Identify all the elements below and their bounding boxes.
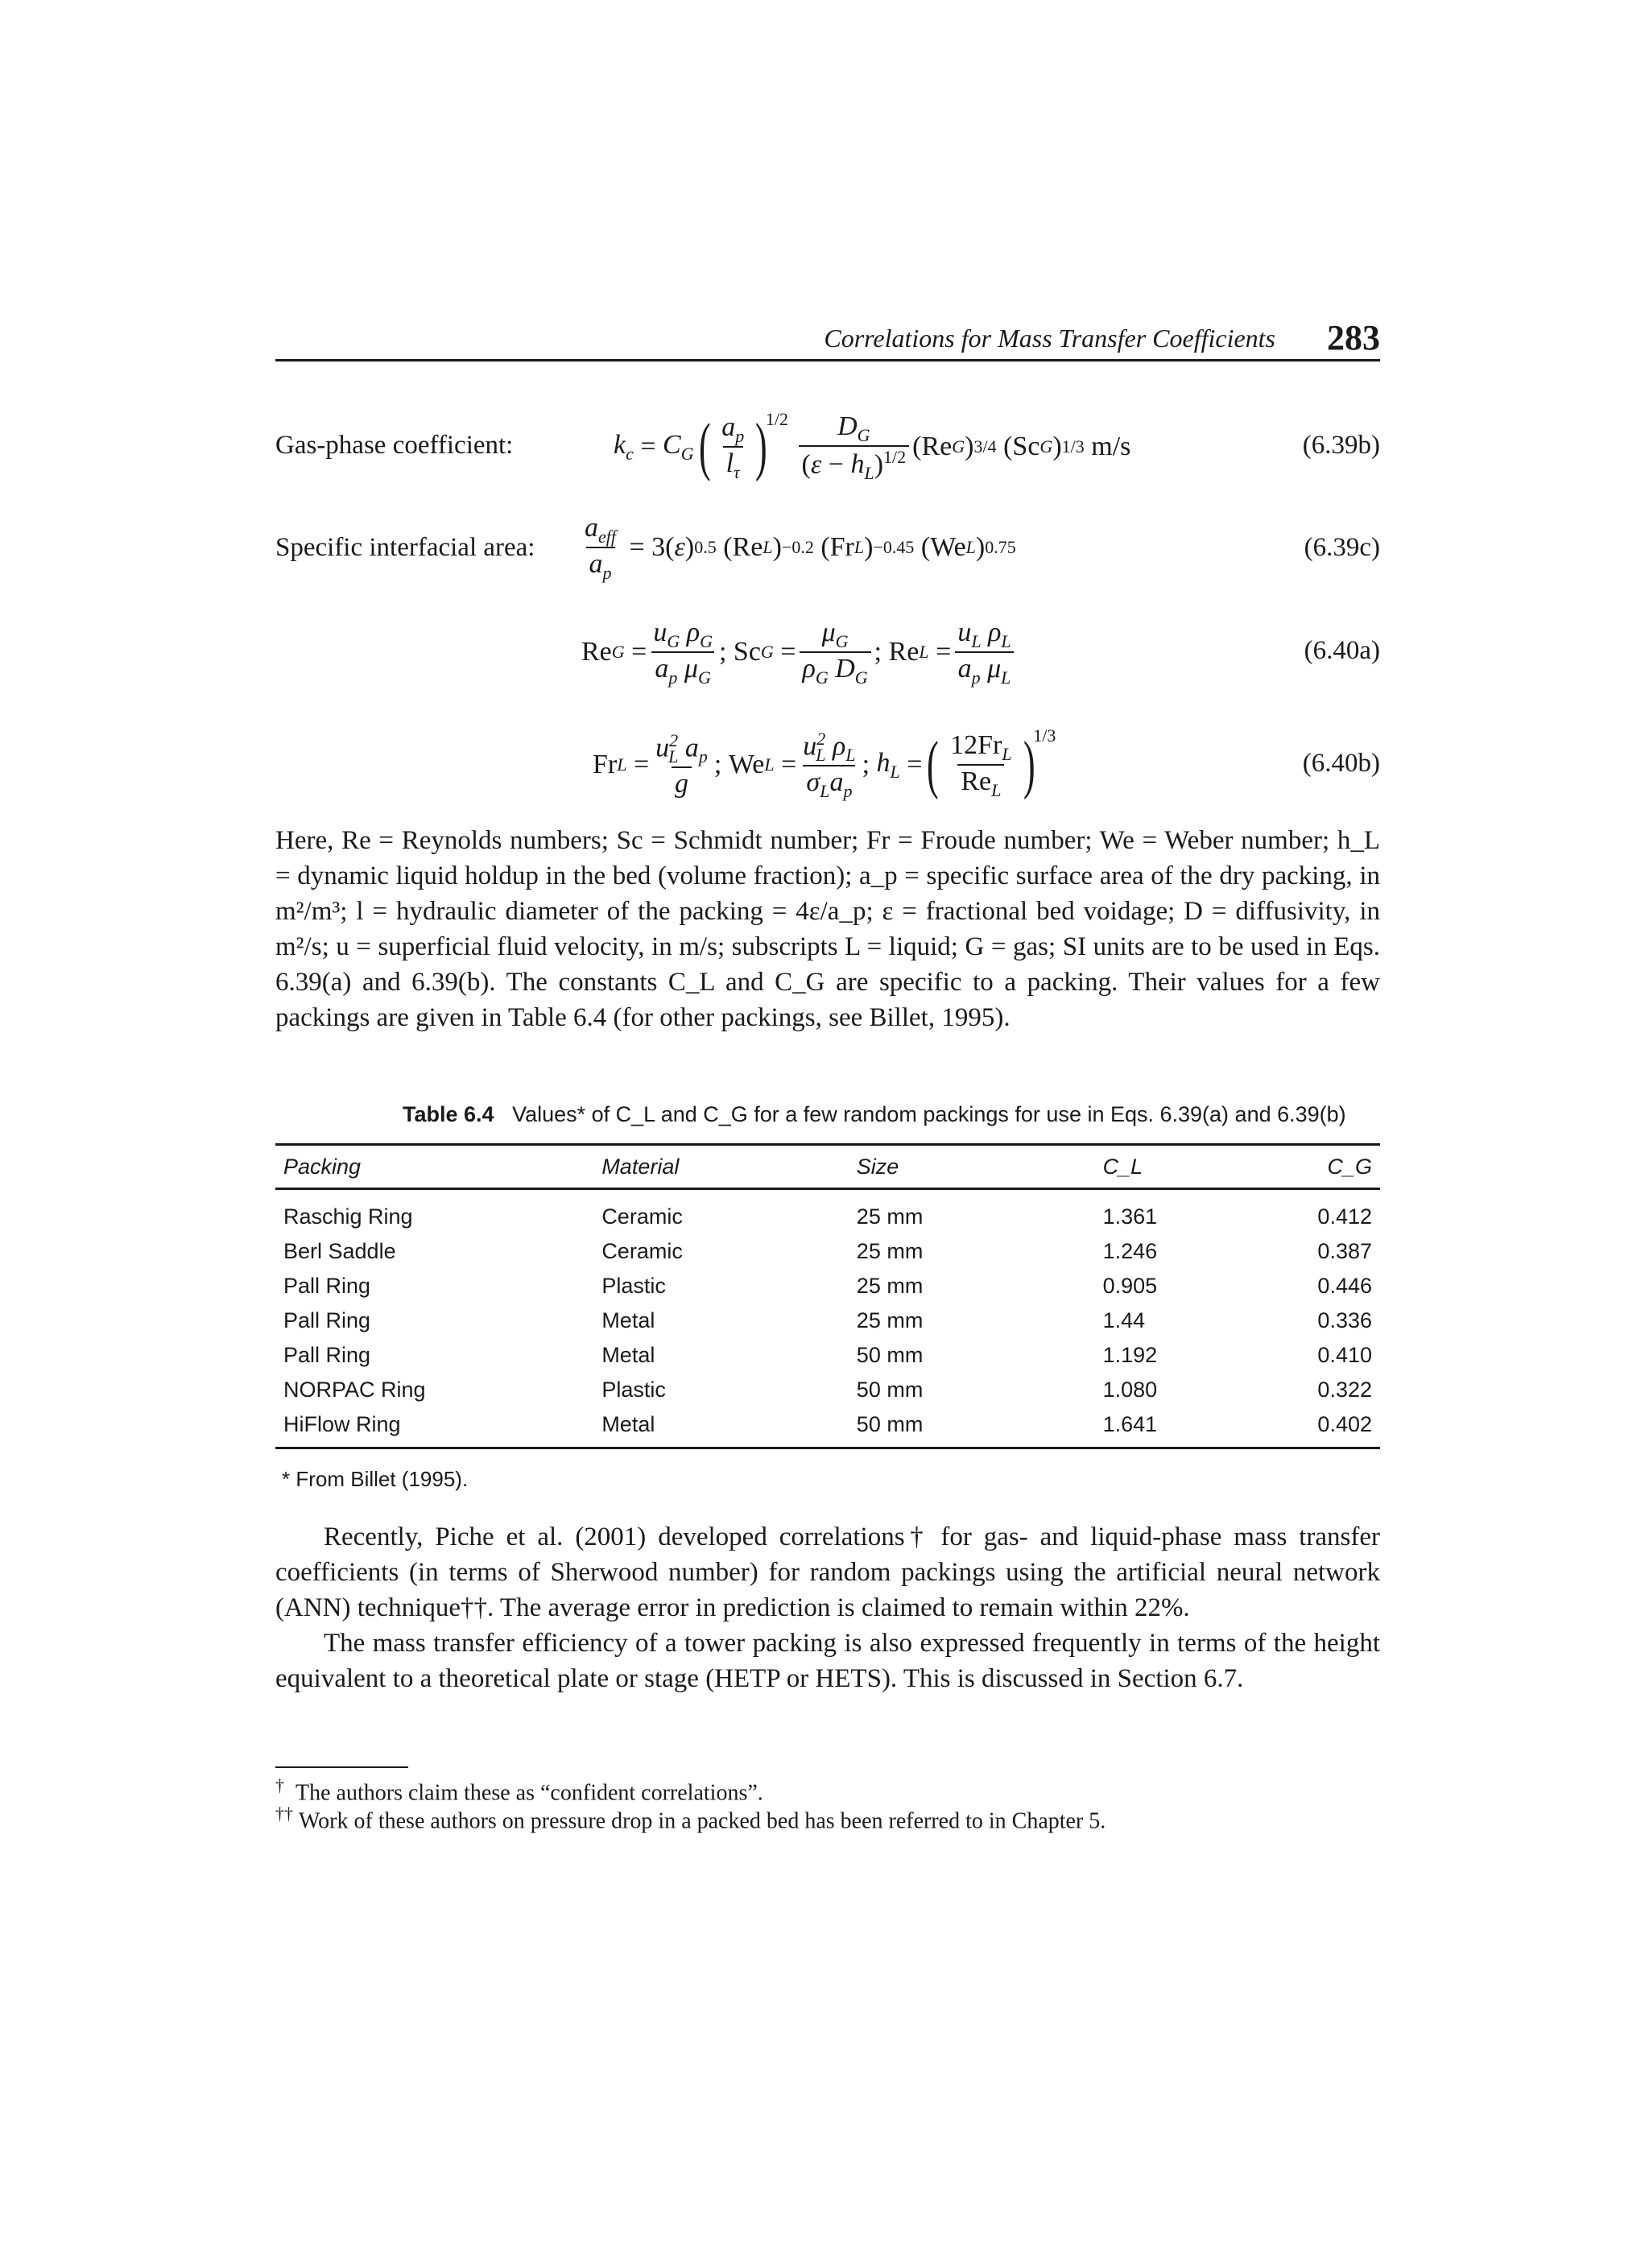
eq-6-40b-number: (6.40b) [1302,749,1380,778]
cell: Metal [601,1308,655,1332]
footnote-2-text: Work of these authors on pressure drop in a packed bed has been referred to in Chapter 5. [299,1808,1106,1834]
col-material: Material [593,1145,848,1189]
table-row [275,1373,1380,1407]
footnote-1 [275,1775,763,1806]
cell: 0.322 [1317,1378,1372,1402]
table-footnote: * From Billet (1995). [282,1467,469,1491]
cell: 1.641 [1095,1407,1310,1448]
body-paragraph-1: Here, Re = Reynolds numbers; Sc = Schmidt number; Fr = Froude number; We = Weber number; h_L = dynamic liquid holdup in the bed (volume fraction); a_p = specific surface area of the dry packing, in m²/m³; l = hydraulic diameter of the packing = 4ε/a_p; ε = fractional bed voidage; D = diffusivity, in m²/s; u = superficial fluid velocity, in m/s; subscripts L = liquid; G = gas; SI units are to be used in Eqs. 6.39(a) and 6.39(b). The constants C_L and C_G are specific to a packing. Their values for a few packings are given in Table 6.4 (for other packings, see Billet, 1995). [275,826,1380,1032]
table-caption [403,1102,1346,1127]
cell: 50 mm [849,1407,1095,1448]
body-paragraph-2: Recently, Piche et al. (2001) developed correlations† for gas- and liquid-phase mass transfer coefficients (in terms of Sherwood number) for random packings using the artificial neural network (ANN) technique††. The average error in prediction is claimed to remain within 22%. [275,1522,1380,1622]
cell: 0.402 [1309,1407,1380,1448]
cell: Pall Ring [283,1343,371,1367]
cell: 25 mm [856,1308,924,1332]
eq-6-39b: $k_c$ = $C_G$ ( $\frac{a_p}{l_\tau}$ ) $^{1/2}$ $\frac{D_G}{(\varepsilon - h_L)^{1/2}}$ (Re G ) 3/4 (Sc G ) 1/3 m/s [614,409,1131,483]
footnote-2 [275,1803,1106,1834]
cell: Pall Ring [283,1274,371,1298]
header-rule [275,359,1380,361]
cell: 25 mm [856,1239,924,1263]
footnote-1-mark: † [275,1775,284,1795]
table-row [275,1189,1380,1235]
footnote-rule [275,1766,408,1768]
eq-6-39c-number: (6.39c) [1304,533,1380,562]
cell: 0.412 [1317,1204,1372,1229]
table-row [275,1269,1380,1303]
cell: 0.905 [1102,1274,1158,1298]
col-packing: Packing [275,1145,593,1189]
cell: Plastic [601,1274,666,1298]
cell: 50 mm [856,1343,924,1367]
col-cl: C_L [1095,1145,1310,1189]
eq-6-39b-unit: m/s [1091,432,1131,461]
col-cg: C_G [1309,1145,1380,1189]
cell: 0.446 [1317,1274,1372,1298]
eq-6-39c-label: Specific interfacial area: [275,533,535,562]
cell: 1.361 [1102,1204,1158,1229]
footnote-1-text: The authors claim these as “confident correlations”. [295,1780,763,1806]
cell: HiFlow Ring [275,1407,593,1448]
table-row [275,1407,1380,1448]
table-header-row [275,1145,1380,1189]
eq-6-40b: Fr L = $\frac{u^2_L a_p}{g}$ ; We L = $\frac{u^2_L \rho_L}{\sigma_La_p}$ ; $h_L$ = ( $\frac{12Fr_L}{Re_L}$ ) $^{1/3}$ [593,725,1056,801]
eq-6-40a: Re G = $\frac{u_G \rho_G}{a_p \mu_G}$ ; Sc G = $\frac{\mu_G}{\rho_G D_G}$ ; Re L = $\frac{u_L \rho_L}{a_p \mu_L}$ [581,608,1018,696]
cell: 1.192 [1102,1343,1158,1367]
eq-6-39c: $\frac{a_{eff}}{a_p}$ = 3( ε ) 0.5 (Re L ) −0.2 (Fr L ) −0.45 (We L ) 0.75 [585,512,1016,583]
header-title: Correlations for Mass Transfer Coefficients [824,324,1275,353]
cell: 0.336 [1317,1308,1372,1332]
page-number: 283 [1327,318,1380,357]
eq-6-39b-label: Gas-phase coefficient: [275,431,514,460]
col-size: Size [849,1145,1095,1189]
cell: 1.44 [1102,1308,1146,1332]
cell: Ceramic [601,1239,683,1263]
table-row [275,1303,1380,1338]
body-paragraph-3: The mass transfer efficiency of a tower packing is also expressed frequently in terms of the height equivalent to a theoretical plate or stage (HETP or HETS). This is discussed in Section 6.7. [275,1629,1380,1693]
cell: Metal [601,1343,655,1367]
cell: NORPAC Ring [283,1378,426,1402]
cell: Plastic [601,1378,666,1402]
footnote-2-mark: †† [275,1803,293,1824]
running-header [275,317,1380,357]
cell: 25 mm [856,1274,924,1298]
cell: Raschig Ring [283,1204,413,1229]
cell: 0.387 [1317,1239,1372,1263]
eq-6-40a-number: (6.40a) [1304,636,1380,665]
table-row [275,1338,1380,1373]
packing-table [275,1143,1380,1449]
cell: 1.246 [1102,1239,1158,1263]
cell: Pall Ring [283,1308,371,1332]
table-row [275,1234,1380,1269]
cell: Ceramic [601,1204,683,1229]
cell: Berl Saddle [283,1239,396,1263]
cell: 1.080 [1102,1378,1158,1402]
cell: Metal [593,1407,848,1448]
cell: 25 mm [856,1204,924,1229]
cell: 0.410 [1317,1343,1372,1367]
eq-6-39b-number: (6.39b) [1302,431,1380,460]
table-caption-text: Values* of C_L and C_G for a few random packings for use in Eqs. 6.39(a) and 6.39(b) [512,1102,1346,1126]
cell: 50 mm [856,1378,924,1402]
table-caption-label: Table 6.4 [403,1102,494,1126]
